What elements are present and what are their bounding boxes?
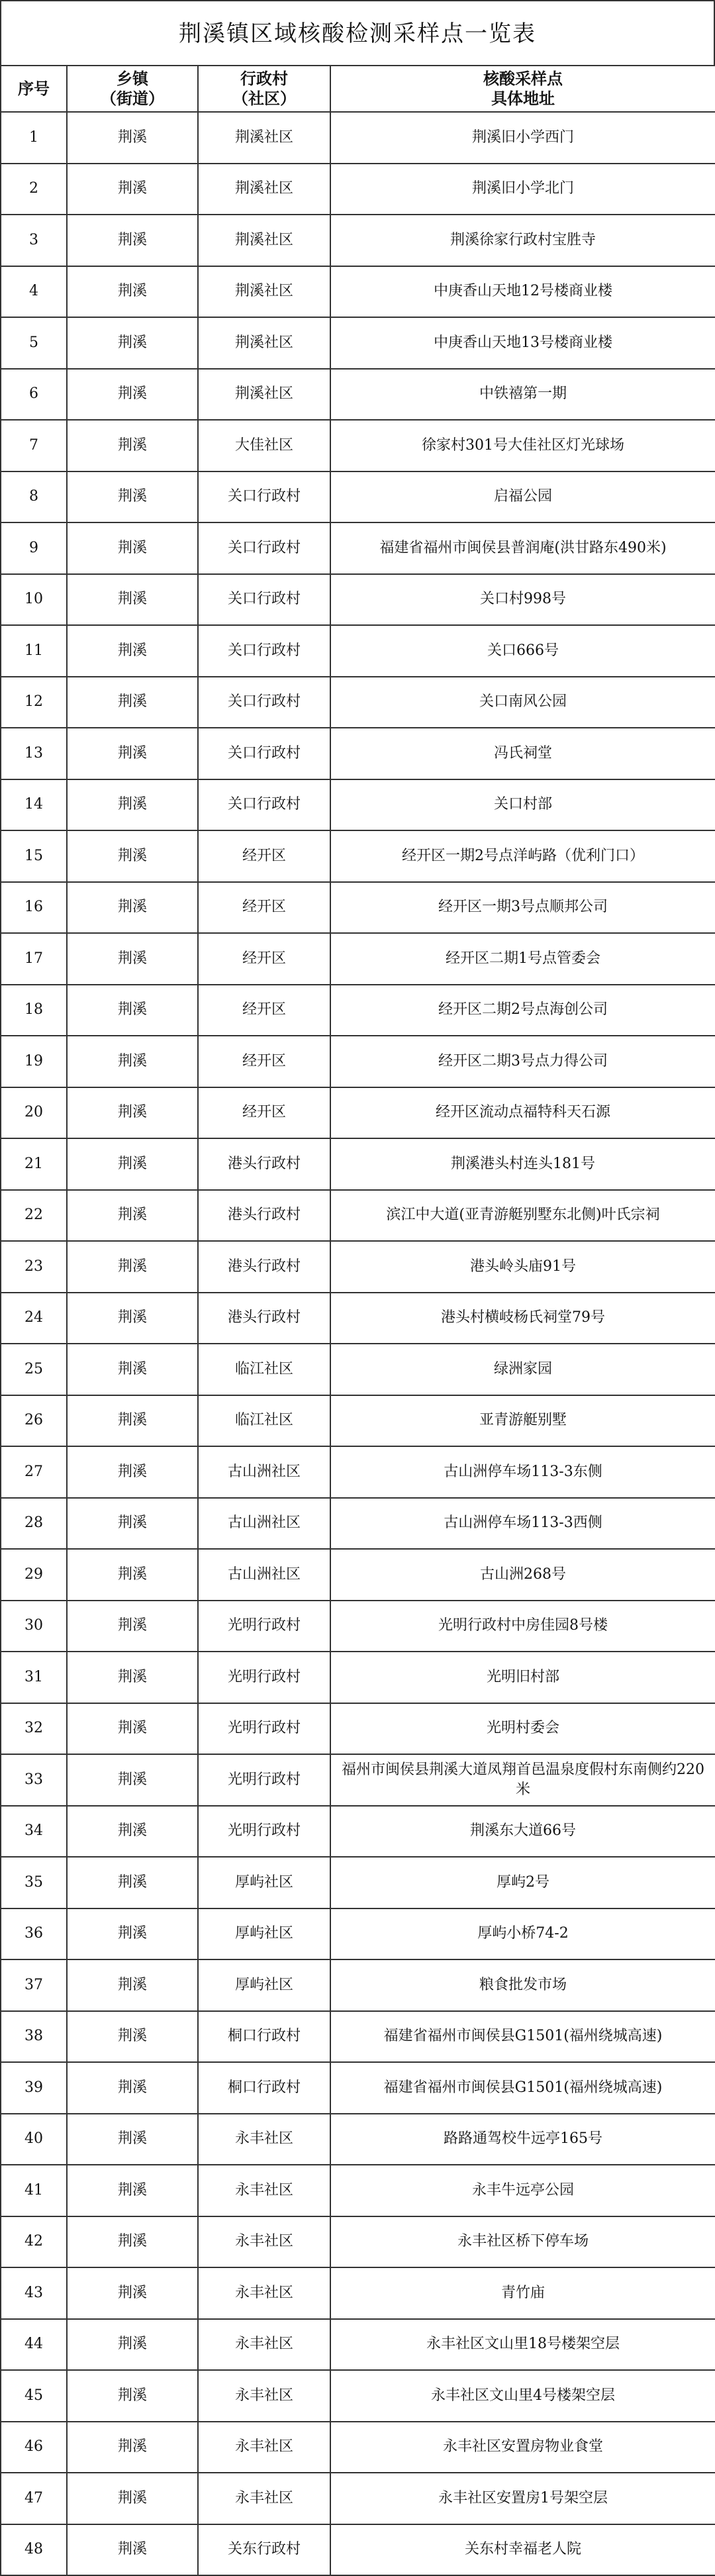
row-number: 43 xyxy=(1,2267,67,2319)
town-cell: 荆溪 xyxy=(67,625,198,677)
village-cell: 厚屿社区 xyxy=(198,1857,330,1908)
header-site-line1: 核酸采样点 xyxy=(483,69,563,88)
village-cell: 光明行政村 xyxy=(198,1601,330,1652)
village-cell: 古山洲社区 xyxy=(198,1446,330,1498)
row-number: 2 xyxy=(1,164,67,215)
table-row xyxy=(1,1293,715,1344)
table-row xyxy=(1,1498,715,1550)
village-cell: 光明行政村 xyxy=(198,1703,330,1755)
village-cell: 荆溪社区 xyxy=(198,317,330,369)
row-number: 16 xyxy=(1,882,67,934)
town-cell: 荆溪 xyxy=(67,1857,198,1908)
table-row xyxy=(1,1036,715,1087)
town-cell: 荆溪 xyxy=(67,1241,198,1293)
table-row xyxy=(1,677,715,728)
row-number: 44 xyxy=(1,2319,67,2371)
row-number: 21 xyxy=(1,1138,67,1190)
village-cell: 关口行政村 xyxy=(198,728,330,779)
address-cell: 中铁禧第一期 xyxy=(330,369,715,421)
table-row xyxy=(1,2422,715,2473)
village-cell: 古山洲社区 xyxy=(198,1549,330,1601)
row-number: 40 xyxy=(1,2114,67,2165)
town-cell: 荆溪 xyxy=(67,2114,198,2165)
address-cell: 永丰社区桥下停车场 xyxy=(330,2216,715,2268)
header-town xyxy=(67,66,198,112)
header-site xyxy=(330,66,715,112)
town-cell: 荆溪 xyxy=(67,1908,198,1960)
row-number: 13 xyxy=(1,728,67,779)
village-cell: 经开区 xyxy=(198,882,330,934)
town-cell: 荆溪 xyxy=(67,1138,198,1190)
village-cell: 大佳社区 xyxy=(198,420,330,471)
table-row xyxy=(1,420,715,471)
row-number: 22 xyxy=(1,1190,67,1242)
row-number: 36 xyxy=(1,1908,67,1960)
village-cell: 临江社区 xyxy=(198,1395,330,1447)
address-cell: 荆溪旧小学北门 xyxy=(330,164,715,215)
row-number: 31 xyxy=(1,1652,67,1703)
address-cell: 路路通驾校牛远亭165号 xyxy=(330,2114,715,2165)
village-cell: 光明行政村 xyxy=(198,1754,330,1806)
village-cell: 关口行政村 xyxy=(198,779,330,831)
row-number: 7 xyxy=(1,420,67,471)
village-cell: 关口行政村 xyxy=(198,471,330,523)
row-number: 46 xyxy=(1,2422,67,2473)
table-row xyxy=(1,830,715,882)
town-cell: 荆溪 xyxy=(67,1446,198,1498)
table-row xyxy=(1,2062,715,2114)
address-cell: 荆溪徐家行政村宝胜寺 xyxy=(330,215,715,266)
address-cell: 关口666号 xyxy=(330,625,715,677)
table-row xyxy=(1,1241,715,1293)
town-cell: 荆溪 xyxy=(67,1087,198,1139)
town-cell: 荆溪 xyxy=(67,933,198,985)
table-row xyxy=(1,112,715,164)
row-number: 15 xyxy=(1,830,67,882)
town-cell: 荆溪 xyxy=(67,1754,198,1806)
village-cell: 永丰社区 xyxy=(198,2370,330,2422)
row-number: 26 xyxy=(1,1395,67,1447)
village-cell: 临江社区 xyxy=(198,1344,330,1395)
town-cell: 荆溪 xyxy=(67,215,198,266)
address-cell: 荆溪东大道66号 xyxy=(330,1806,715,1858)
village-cell: 光明行政村 xyxy=(198,1806,330,1858)
town-cell: 荆溪 xyxy=(67,728,198,779)
table-row xyxy=(1,369,715,421)
table-row xyxy=(1,1601,715,1652)
address-cell: 粮食批发市场 xyxy=(330,1959,715,2011)
town-cell: 荆溪 xyxy=(67,677,198,728)
row-number: 47 xyxy=(1,2473,67,2524)
table-row xyxy=(1,2370,715,2422)
town-cell: 荆溪 xyxy=(67,2473,198,2524)
address-cell: 经开区二期3号点力得公司 xyxy=(330,1036,715,1087)
village-cell: 经开区 xyxy=(198,1087,330,1139)
page-title: 荆溪镇区域核酸检测采样点一览表 xyxy=(0,0,715,65)
town-cell: 荆溪 xyxy=(67,574,198,626)
village-cell: 荆溪社区 xyxy=(198,266,330,318)
row-number: 10 xyxy=(1,574,67,626)
table-row xyxy=(1,2216,715,2268)
town-cell: 荆溪 xyxy=(67,522,198,574)
row-number: 28 xyxy=(1,1498,67,1550)
table-row xyxy=(1,164,715,215)
town-cell: 荆溪 xyxy=(67,1703,198,1755)
row-number: 39 xyxy=(1,2062,67,2114)
town-cell: 荆溪 xyxy=(67,369,198,421)
address-cell: 厚屿小桥74-2 xyxy=(330,1908,715,1960)
address-cell: 荆溪旧小学西门 xyxy=(330,112,715,164)
address-cell: 中庚香山天地12号楼商业楼 xyxy=(330,266,715,318)
address-cell: 古山洲268号 xyxy=(330,1549,715,1601)
row-number: 34 xyxy=(1,1806,67,1858)
town-cell: 荆溪 xyxy=(67,420,198,471)
village-cell: 荆溪社区 xyxy=(198,369,330,421)
town-cell: 荆溪 xyxy=(67,1601,198,1652)
row-number: 4 xyxy=(1,266,67,318)
address-cell: 港头村横岐杨氏祠堂79号 xyxy=(330,1293,715,1344)
row-number: 25 xyxy=(1,1344,67,1395)
table-row xyxy=(1,1652,715,1703)
header-no: 序号 xyxy=(1,66,67,112)
address-cell: 启福公园 xyxy=(330,471,715,523)
table-row xyxy=(1,882,715,934)
table-row xyxy=(1,574,715,626)
address-cell: 永丰社区安置房物业食堂 xyxy=(330,2422,715,2473)
town-cell: 荆溪 xyxy=(67,2267,198,2319)
header-town-line1: 乡镇 xyxy=(117,69,148,88)
village-cell: 永丰社区 xyxy=(198,2114,330,2165)
address-cell: 经开区一期3号点顺邦公司 xyxy=(330,882,715,934)
village-cell: 经开区 xyxy=(198,830,330,882)
address-cell: 经开区二期2号点海创公司 xyxy=(330,985,715,1036)
address-cell: 福建省福州市闽侯县普润庵(洪甘路东490米) xyxy=(330,522,715,574)
row-number: 35 xyxy=(1,1857,67,1908)
address-cell: 永丰社区安置房1号架空层 xyxy=(330,2473,715,2524)
table-row xyxy=(1,2524,715,2576)
town-cell: 荆溪 xyxy=(67,1652,198,1703)
address-cell: 冯氏祠堂 xyxy=(330,728,715,779)
header-row xyxy=(1,66,715,112)
town-cell: 荆溪 xyxy=(67,1498,198,1550)
row-number: 19 xyxy=(1,1036,67,1087)
header-village-line2: （社区） xyxy=(232,89,296,108)
row-number: 17 xyxy=(1,933,67,985)
table-row xyxy=(1,1190,715,1242)
village-cell: 永丰社区 xyxy=(198,2422,330,2473)
town-cell: 荆溪 xyxy=(67,1344,198,1395)
village-cell: 光明行政村 xyxy=(198,1652,330,1703)
town-cell: 荆溪 xyxy=(67,2319,198,2371)
row-number: 5 xyxy=(1,317,67,369)
address-cell: 徐家村301号大佳社区灯光球场 xyxy=(330,420,715,471)
town-cell: 荆溪 xyxy=(67,2370,198,2422)
village-cell: 关东行政村 xyxy=(198,2524,330,2576)
town-cell: 荆溪 xyxy=(67,1036,198,1087)
row-number: 8 xyxy=(1,471,67,523)
table-row xyxy=(1,2267,715,2319)
address-cell: 福州市闽侯县荆溪大道凤翔首邑温泉度假村东南侧约220米 xyxy=(330,1754,715,1806)
row-number: 33 xyxy=(1,1754,67,1806)
address-cell: 福建省福州市闽侯县G1501(福州绕城高速) xyxy=(330,2062,715,2114)
header-site-line2: 具体地址 xyxy=(491,89,555,108)
row-number: 42 xyxy=(1,2216,67,2268)
table-row xyxy=(1,1908,715,1960)
village-cell: 关口行政村 xyxy=(198,574,330,626)
village-cell: 古山洲社区 xyxy=(198,1498,330,1550)
town-cell: 荆溪 xyxy=(67,317,198,369)
table-row xyxy=(1,1087,715,1139)
header-town-line2: （街道） xyxy=(101,89,164,108)
row-number: 3 xyxy=(1,215,67,266)
table-row xyxy=(1,728,715,779)
table-row xyxy=(1,933,715,985)
address-cell: 青竹庙 xyxy=(330,2267,715,2319)
table-row xyxy=(1,1703,715,1755)
town-cell: 荆溪 xyxy=(67,266,198,318)
address-cell: 中庚香山天地13号楼商业楼 xyxy=(330,317,715,369)
town-cell: 荆溪 xyxy=(67,2062,198,2114)
address-cell: 光明行政村中房佳园8号楼 xyxy=(330,1601,715,1652)
table-row xyxy=(1,471,715,523)
town-cell: 荆溪 xyxy=(67,164,198,215)
address-cell: 古山洲停车场113-3东侧 xyxy=(330,1446,715,1498)
village-cell: 永丰社区 xyxy=(198,2473,330,2524)
town-cell: 荆溪 xyxy=(67,882,198,934)
row-number: 6 xyxy=(1,369,67,421)
table-row xyxy=(1,1754,715,1806)
town-cell: 荆溪 xyxy=(67,2011,198,2063)
village-cell: 永丰社区 xyxy=(198,2165,330,2216)
table-row xyxy=(1,2319,715,2371)
village-cell: 经开区 xyxy=(198,985,330,1036)
table-row xyxy=(1,1138,715,1190)
address-cell: 绿洲家园 xyxy=(330,1344,715,1395)
row-number: 20 xyxy=(1,1087,67,1139)
table-body xyxy=(1,112,715,2575)
table-row xyxy=(1,1806,715,1858)
row-number: 29 xyxy=(1,1549,67,1601)
address-cell: 关口村998号 xyxy=(330,574,715,626)
village-cell: 关口行政村 xyxy=(198,625,330,677)
address-cell: 关东村幸福老人院 xyxy=(330,2524,715,2576)
village-cell: 荆溪社区 xyxy=(198,164,330,215)
village-cell: 永丰社区 xyxy=(198,2216,330,2268)
address-cell: 经开区二期1号点管委会 xyxy=(330,933,715,985)
address-cell: 关口村部 xyxy=(330,779,715,831)
village-cell: 港头行政村 xyxy=(198,1190,330,1242)
row-number: 30 xyxy=(1,1601,67,1652)
table-row xyxy=(1,522,715,574)
village-cell: 厚屿社区 xyxy=(198,1908,330,1960)
address-cell: 永丰牛远亭公园 xyxy=(330,2165,715,2216)
row-number: 27 xyxy=(1,1446,67,1498)
table-row xyxy=(1,1344,715,1395)
table-row xyxy=(1,985,715,1036)
village-cell: 桐口行政村 xyxy=(198,2011,330,2063)
row-number: 11 xyxy=(1,625,67,677)
village-cell: 港头行政村 xyxy=(198,1293,330,1344)
village-cell: 荆溪社区 xyxy=(198,112,330,164)
table-row xyxy=(1,1549,715,1601)
address-cell: 经开区流动点福特科天石源 xyxy=(330,1087,715,1139)
village-cell: 关口行政村 xyxy=(198,522,330,574)
table-row xyxy=(1,1857,715,1908)
row-number: 24 xyxy=(1,1293,67,1344)
address-cell: 永丰社区文山里4号楼架空层 xyxy=(330,2370,715,2422)
row-number: 1 xyxy=(1,112,67,164)
header-village-line1: 行政村 xyxy=(240,69,288,88)
table-row xyxy=(1,1959,715,2011)
address-cell: 关口南风公园 xyxy=(330,677,715,728)
address-cell: 港头岭头庙91号 xyxy=(330,1241,715,1293)
table-row xyxy=(1,2473,715,2524)
town-cell: 荆溪 xyxy=(67,830,198,882)
town-cell: 荆溪 xyxy=(67,1549,198,1601)
row-number: 41 xyxy=(1,2165,67,2216)
village-cell: 港头行政村 xyxy=(198,1241,330,1293)
table-row xyxy=(1,2165,715,2216)
table-row xyxy=(1,779,715,831)
address-cell: 厚屿2号 xyxy=(330,1857,715,1908)
address-cell: 经开区一期2号点洋屿路（优利门口） xyxy=(330,830,715,882)
table-row xyxy=(1,1395,715,1447)
address-cell: 古山洲停车场113-3西侧 xyxy=(330,1498,715,1550)
village-cell: 厚屿社区 xyxy=(198,1959,330,2011)
town-cell: 荆溪 xyxy=(67,471,198,523)
town-cell: 荆溪 xyxy=(67,112,198,164)
village-cell: 桐口行政村 xyxy=(198,2062,330,2114)
table-row xyxy=(1,1446,715,1498)
row-number: 9 xyxy=(1,522,67,574)
village-cell: 关口行政村 xyxy=(198,677,330,728)
address-cell: 光明旧村部 xyxy=(330,1652,715,1703)
town-cell: 荆溪 xyxy=(67,2524,198,2576)
town-cell: 荆溪 xyxy=(67,2165,198,2216)
town-cell: 荆溪 xyxy=(67,1190,198,1242)
table-row xyxy=(1,215,715,266)
address-cell: 滨江中大道(亚青游艇别墅东北侧)叶氏宗祠 xyxy=(330,1190,715,1242)
village-cell: 永丰社区 xyxy=(198,2319,330,2371)
town-cell: 荆溪 xyxy=(67,1293,198,1344)
row-number: 38 xyxy=(1,2011,67,2063)
town-cell: 荆溪 xyxy=(67,2422,198,2473)
village-cell: 永丰社区 xyxy=(198,2267,330,2319)
village-cell: 港头行政村 xyxy=(198,1138,330,1190)
row-number: 45 xyxy=(1,2370,67,2422)
address-cell: 永丰社区文山里18号楼架空层 xyxy=(330,2319,715,2371)
header-village xyxy=(198,66,330,112)
village-cell: 经开区 xyxy=(198,933,330,985)
town-cell: 荆溪 xyxy=(67,1959,198,2011)
table-row xyxy=(1,2011,715,2063)
address-cell: 亚青游艇别墅 xyxy=(330,1395,715,1447)
table-row xyxy=(1,266,715,318)
row-number: 14 xyxy=(1,779,67,831)
address-cell: 荆溪港头村连头181号 xyxy=(330,1138,715,1190)
town-cell: 荆溪 xyxy=(67,1395,198,1447)
town-cell: 荆溪 xyxy=(67,779,198,831)
sites-table xyxy=(0,65,715,2576)
town-cell: 荆溪 xyxy=(67,2216,198,2268)
table-row xyxy=(1,2114,715,2165)
table-row xyxy=(1,317,715,369)
row-number: 23 xyxy=(1,1241,67,1293)
row-number: 12 xyxy=(1,677,67,728)
address-cell: 光明村委会 xyxy=(330,1703,715,1755)
row-number: 18 xyxy=(1,985,67,1036)
row-number: 37 xyxy=(1,1959,67,2011)
row-number: 32 xyxy=(1,1703,67,1755)
village-cell: 荆溪社区 xyxy=(198,215,330,266)
address-cell: 福建省福州市闽侯县G1501(福州绕城高速) xyxy=(330,2011,715,2063)
row-number: 48 xyxy=(1,2524,67,2576)
town-cell: 荆溪 xyxy=(67,1806,198,1858)
table-row xyxy=(1,625,715,677)
village-cell: 经开区 xyxy=(198,1036,330,1087)
town-cell: 荆溪 xyxy=(67,985,198,1036)
